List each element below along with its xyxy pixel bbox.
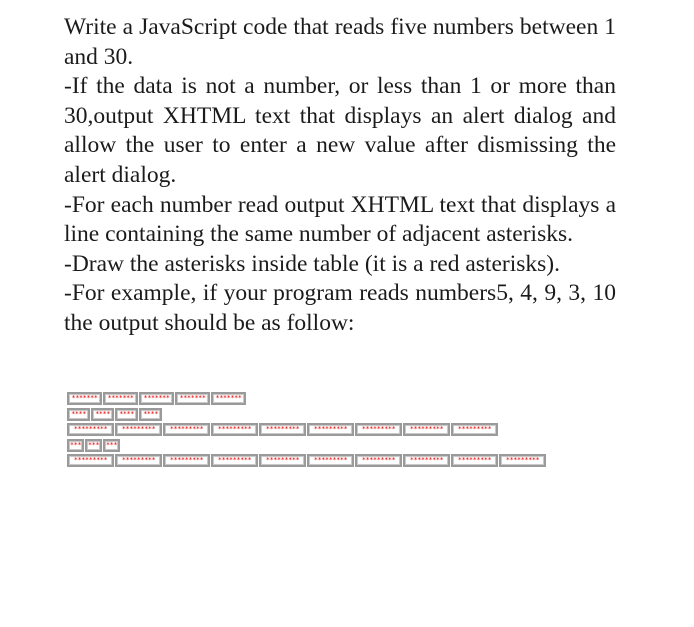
asterisk-cell	[115, 423, 162, 436]
asterisk-row	[67, 454, 567, 467]
asterisk-mark: *********	[309, 425, 352, 434]
asterisk-cell	[85, 439, 102, 452]
asterisk-mark: ****	[93, 410, 112, 419]
asterisk-cell	[175, 392, 210, 405]
asterisk-row	[67, 392, 567, 405]
asterisk-cell	[103, 392, 138, 405]
asterisk-mark: *********	[501, 456, 544, 465]
asterisk-row	[67, 423, 567, 436]
asterisk-mark: *********	[69, 456, 112, 465]
asterisk-cell	[211, 454, 258, 467]
asterisk-mark: *******	[105, 394, 136, 403]
asterisk-cell	[163, 423, 210, 436]
asterisk-cell	[355, 423, 402, 436]
asterisk-mark: *******	[177, 394, 208, 403]
question-text	[64, 13, 616, 339]
asterisk-cell	[259, 423, 306, 436]
example-output-tables	[67, 392, 567, 470]
asterisk-cell	[103, 439, 120, 452]
asterisk-cell	[67, 408, 90, 421]
question-paragraph-validation: -If the data is not a number, or less than 1 or more than 30,output XHTML text that displays an alert dialog and allow the user to enter a new value after dismissing the alert dialog.	[64, 73, 616, 188]
asterisk-cell	[259, 454, 306, 467]
asterisk-mark: *********	[117, 456, 160, 465]
asterisk-cell	[67, 439, 84, 452]
asterisk-mark: *********	[213, 425, 256, 434]
asterisk-cell	[211, 423, 258, 436]
question-paragraph-output-line: -For each number read output XHTML text that displays a line containing the same number of adjacent asterisks.	[64, 191, 616, 248]
asterisk-mark: *********	[357, 425, 400, 434]
asterisk-mark: *********	[453, 456, 496, 465]
asterisk-mark: *********	[261, 425, 304, 434]
asterisk-row	[67, 439, 567, 452]
asterisk-mark: *********	[309, 456, 352, 465]
asterisk-mark: *********	[213, 456, 256, 465]
asterisk-cell	[115, 454, 162, 467]
asterisk-mark: ****	[141, 410, 160, 419]
asterisk-mark: ****	[69, 410, 88, 419]
asterisk-cell	[451, 423, 498, 436]
asterisk-mark: *********	[261, 456, 304, 465]
asterisk-mark: *******	[213, 394, 244, 403]
asterisk-cell	[115, 408, 138, 421]
asterisk-mark: *********	[405, 456, 448, 465]
asterisk-mark: ***	[105, 440, 118, 449]
asterisk-cell	[403, 423, 450, 436]
asterisk-row	[67, 408, 567, 421]
question-paragraph-intro: Write a JavaScript code that reads five numbers between 1 and 30.	[64, 14, 616, 70]
asterisk-cell	[91, 408, 114, 421]
asterisk-cell	[307, 454, 354, 467]
asterisk-mark: *********	[405, 425, 448, 434]
asterisk-mark: *********	[357, 456, 400, 465]
asterisk-cell	[211, 392, 246, 405]
asterisk-mark: *******	[69, 394, 100, 403]
asterisk-cell	[307, 423, 354, 436]
asterisk-cell	[139, 408, 162, 421]
asterisk-cell	[355, 454, 402, 467]
asterisk-cell	[499, 454, 546, 467]
asterisk-mark: *********	[453, 425, 496, 434]
asterisk-cell	[67, 454, 114, 467]
asterisk-mark: ****	[117, 410, 136, 419]
asterisk-mark: ***	[87, 440, 100, 449]
asterisk-mark: *********	[69, 425, 112, 434]
asterisk-cell	[67, 423, 114, 436]
asterisk-mark: *******	[141, 394, 172, 403]
question-paragraph-example: -For example, if your program reads numbers5, 4, 9, 3, 10 the output should be as follow:	[64, 280, 616, 336]
question-paragraph-table: -Draw the asterisks inside table (it is a red asterisks).	[64, 250, 560, 277]
asterisk-cell	[451, 454, 498, 467]
asterisk-cell	[139, 392, 174, 405]
asterisk-mark: ***	[69, 440, 82, 449]
asterisk-mark: *********	[165, 456, 208, 465]
asterisk-cell	[163, 454, 210, 467]
asterisk-mark: *********	[117, 425, 160, 434]
asterisk-cell	[403, 454, 450, 467]
asterisk-cell	[67, 392, 102, 405]
asterisk-mark: *********	[165, 425, 208, 434]
